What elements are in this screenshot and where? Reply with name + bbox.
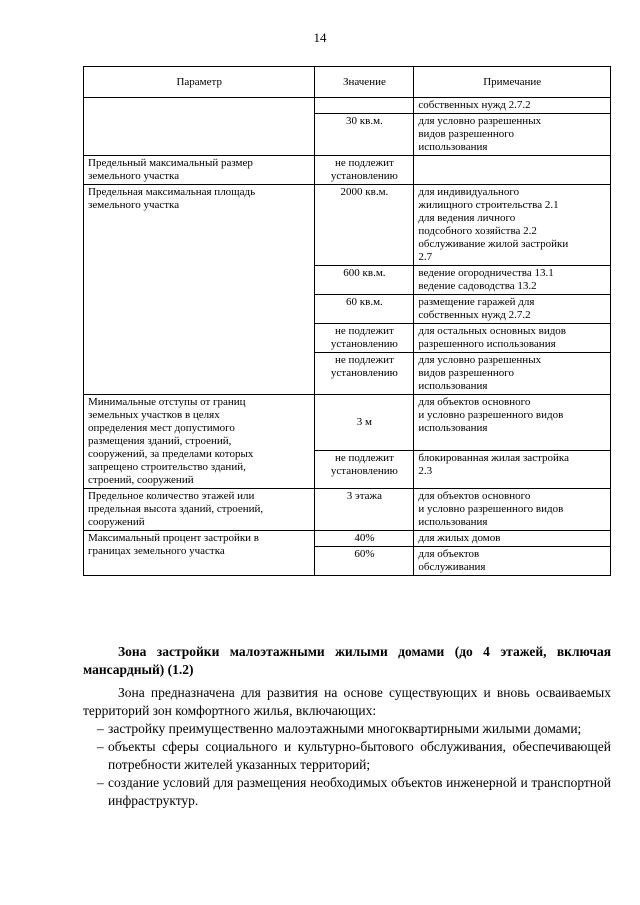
note-cell <box>414 156 611 185</box>
table-row <box>84 395 611 451</box>
parameter-cell: Предельная максимальная площадь земельного участка <box>84 185 315 395</box>
note-cell: для индивидуального жилищного строительства 2.1 для ведения личного подсобного хозяйства 2.2 обслуживание жилой застройки 2.7 <box>414 185 611 266</box>
table-row <box>84 156 611 185</box>
value-cell: 3 этажа <box>315 489 414 531</box>
parameters-table <box>83 66 611 576</box>
value-cell: 40% <box>315 531 414 547</box>
value-cell: не подлежит установлению <box>315 450 414 488</box>
note-cell: для остальных основных видов разрешенного использования <box>414 324 611 353</box>
table-row <box>84 531 611 547</box>
note-cell: размещение гаражей для собственных нужд 2.7.2 <box>414 295 611 324</box>
zone-includes-list <box>83 720 611 810</box>
value-cell: 30 кв.м. <box>315 114 414 156</box>
value-cell: не подлежит установлению <box>315 324 414 353</box>
note-cell: блокированная жилая застройка 2.3 <box>414 450 611 488</box>
parameter-cell: Максимальный процент застройки в границах земельного участка <box>84 531 315 576</box>
parameter-cell: Минимальные отступы от границ земельных участков в целях определения мест допустимого размещения зданий, строений, сооружений, за пределами которых запрещено строительство зданий, строений, сооружений <box>84 395 315 489</box>
header-parameter: Параметр <box>84 67 315 98</box>
table-header-row <box>84 67 611 98</box>
list-item: – создание условий для размещения необходимых объектов инженерной и транспортной инфраструктур. <box>83 774 611 810</box>
list-item: – объекты сферы социального и культурно-бытового обслуживания, обеспечивающей потребности жителей указанных территорий; <box>83 738 611 774</box>
list-item: – застройку преимущественно малоэтажными многоквартирными жилыми домами; <box>83 720 611 738</box>
page-number: 14 <box>313 30 327 45</box>
note-cell: для условно разрешенных видов разрешенного использования <box>414 353 611 395</box>
note-cell: собственных нужд 2.7.2 <box>414 98 611 114</box>
value-cell: 600 кв.м. <box>315 266 414 295</box>
parameter-cell: Предельное количество этажей или предельная высота зданий, строений, сооружений <box>84 489 315 531</box>
zone-intro-paragraph: Зона предназначена для развития на основе существующих и вновь осваиваемых территорий зон комфортного жилья, включающих: <box>83 685 611 718</box>
value-cell: 3 м <box>315 395 414 451</box>
zone-heading: Зона застройки малоэтажными жилыми домами (до 4 этажей, включая мансардный) (1.2) <box>83 644 611 677</box>
note-cell: ведение огородничества 13.1 ведение садоводства 13.2 <box>414 266 611 295</box>
note-cell: для объектов основного и условно разрешенного видов использования <box>414 489 611 531</box>
parameter-cell: Предельный максимальный размер земельного участка <box>84 156 315 185</box>
value-cell: 60% <box>315 547 414 576</box>
note-cell: для объектов основного и условно разрешенного видов использования <box>414 395 611 451</box>
parameter-cell <box>84 98 315 156</box>
note-cell: для жилых домов <box>414 531 611 547</box>
note-cell: для условно разрешенных видов разрешенного использования <box>414 114 611 156</box>
table-row <box>84 98 611 114</box>
value-cell: 60 кв.м. <box>315 295 414 324</box>
value-cell: 2000 кв.м. <box>315 185 414 266</box>
table-row <box>84 489 611 531</box>
value-cell: не подлежит установлению <box>315 353 414 395</box>
value-cell <box>315 98 414 114</box>
note-cell: для объектов обслуживания <box>414 547 611 576</box>
header-value: Значение <box>315 67 414 98</box>
table-row <box>84 185 611 266</box>
header-note: Примечание <box>414 67 611 98</box>
value-cell: не подлежит установлению <box>315 156 414 185</box>
